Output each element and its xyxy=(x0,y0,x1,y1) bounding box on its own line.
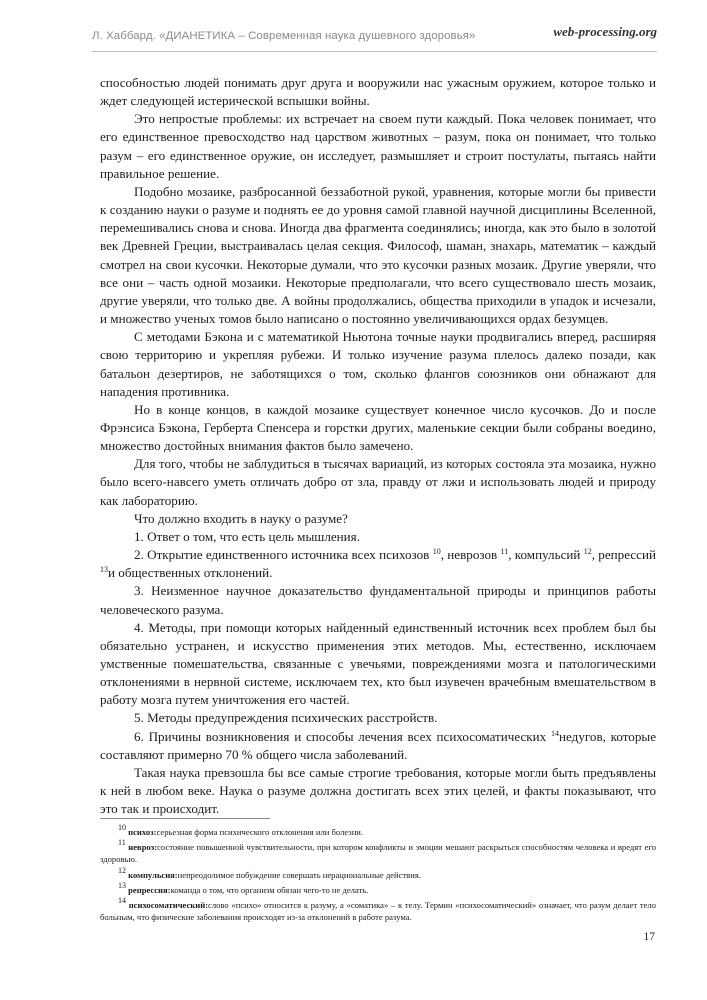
list-item-text: 6. Причины возникновения и способы лечения всех психосоматических xyxy=(134,728,547,744)
paragraph: способностью людей понимать друг друга и вооружили нас ужасным оружием, которое только и ждет следующей истерической вспышки войны. xyxy=(100,75,656,109)
list-item-text: , компульсий xyxy=(508,547,581,563)
footnote-text: серьезная форма психического отклонения или болезни. xyxy=(156,827,364,837)
list-item-text: 2. Открытие единственного источника всех психозов xyxy=(134,547,430,563)
footnote-divider xyxy=(100,818,270,819)
footnote-text: команда о том, что организм обязан чего-то не делать. xyxy=(170,884,369,895)
footnote-ref[interactable]: 10 xyxy=(432,547,441,557)
paragraph: Для того, чтобы не заблудиться в тысячах вариаций, из которых состояла эта мозаика, нужно было всего-навсего уметь отличать добро от зла, правду от лжи и использовать людей и природу как лабораторию. xyxy=(100,456,656,508)
footnote-number: 12 xyxy=(118,865,126,875)
list-item: 4. Методы, при помощи которых найденный единственный источник всех проблем был бы обязательно устранен, и искусство применения этих методов. Мы, естественно, исключаем умственные помешательства, связанные с увечьями, повреждениями мозга и патологическими отклонениями в нервной системе, исключаем тех, кто был изувечен врачебным вмешательством в работу мозга путем уничтожения его частей. xyxy=(100,619,656,708)
header-divider xyxy=(92,51,657,52)
list-item-text: и общественных отклонений. xyxy=(108,565,273,581)
footnote-ref[interactable]: 14 xyxy=(551,728,560,738)
footnote xyxy=(100,838,656,865)
list-item: 3. Неизменное научное доказательство фундаментальной природы и принципов работы человеческого разума. xyxy=(100,583,656,617)
footnote xyxy=(100,880,656,896)
list-item: 1. Ответ о том, что есть цель мышления. xyxy=(134,528,360,544)
footnote xyxy=(100,823,656,838)
list-item xyxy=(100,728,656,764)
paragraph: Подобно мозаике, разбросанной беззаботной рукой, уравнения, которые могли бы привести к созданию науки о разуме и поднять ее до уровня самой главной научной дисциплины Вселенной, перемешивались снова и снова. Иногда два фрагмента соединялись; иногда, как это было в золотой век Древней Греции, выстраивалась целая секция. Философ, шаман, знахарь, математик – каждый смотрел на свои кусочки. Некоторые думали, что это кусочки разных мозаик. Другие уверяли, что все они – часть одной мозаики. Некоторые предполагали, что всего существовало шесть мозаик, другие уверяли, что только две. А войны продолжались, общества приходили в упадок и исчезали, и множество ученых томов было написано о постоянно увеличивающихся ордах безумцев. xyxy=(100,183,656,327)
footnote-text: непреодолимое побуждение совершать нерациональные действия. xyxy=(177,869,421,880)
footnote-ref[interactable]: 13 xyxy=(100,565,108,575)
list-item: 5. Методы предупреждения психических расстройств. xyxy=(134,710,438,726)
main-text xyxy=(100,74,656,818)
page-number: 17 xyxy=(643,931,655,943)
footnote-term: невроз: xyxy=(128,842,158,853)
footnote-term: репрессия: xyxy=(128,884,171,895)
footnote-ref[interactable]: 11 xyxy=(500,547,509,557)
footnote xyxy=(100,896,657,923)
list-item-text: недугов, которые составляют примерно 70 % общего числа заболеваний. xyxy=(100,728,657,762)
footnotes xyxy=(100,823,657,926)
footnote-number: 13 xyxy=(118,880,126,890)
paragraph: Такая наука превзошла бы все самые строгие требования, которые могли быть предъявлены к ней в любом веке. Наука о разуме должна достигать всех этих целей, и факты показывают, что это так и происходит. xyxy=(100,764,656,817)
footnote-number: 11 xyxy=(118,838,126,848)
list-item-text: , репрессий xyxy=(591,547,656,563)
list-item-text: , неврозов xyxy=(440,547,498,563)
list-item xyxy=(100,546,656,582)
paragraph: Что должно входить в науку о разуме? xyxy=(134,510,348,526)
paragraph: Но в конце концов, в каждой мозаике существует конечное число кусочков. До и после Фрэнсиса Бэкона, Герберта Спенсера и горстки других, маленькие секции были собраны воедино, множество достойных внимания фактов было замечено. xyxy=(100,401,656,454)
footnote-term: психосоматический: xyxy=(128,900,209,911)
footnote-text: состояние повышенной чувствительности, при котором конфликты и эмоции мешают раскрыться способностям человека и вредят его здоровью. xyxy=(100,842,656,865)
footnote-term: компульсия: xyxy=(128,869,178,880)
footnote xyxy=(100,865,656,881)
footnote-term: психоз: xyxy=(128,827,157,837)
footnote-text: слово «психо» относится к разуму, а «соматика» – к телу. Термин «психосоматический» означает, что разум делает тело больным, что физические заболевания происходят из-за отклонений в работе разума. xyxy=(100,900,657,923)
footnote-ref[interactable]: 12 xyxy=(583,547,592,557)
paragraph: С методами Бэкона и с математикой Ньютона точные науки продвигались вперед, расширяя свою территорию и укрепляя рубежи. И только изучение разума плелось далеко позади, как батальон дезертиров, не заботящихся о том, сколько флангов союзников они обнажают для нападения противника. xyxy=(100,329,656,399)
paragraph: Это непростые проблемы: их встречает на своем пути каждый. Пока человек понимает, что его единственное превосходство над царством животных – разум, пока он понимает, что только разум – его единственное оружие, он исследует, размышляет и строит постулаты, пытаясь найти правильное решение. xyxy=(100,111,656,181)
header-website: web-processing.org xyxy=(553,24,657,39)
footnote-number: 10 xyxy=(118,823,126,832)
header-title: Л. Хаббард. «ДИАНЕТИКА – Современная наука душевного здоровья» xyxy=(92,30,476,42)
footnote-number: 14 xyxy=(118,896,126,906)
running-header xyxy=(92,24,657,50)
